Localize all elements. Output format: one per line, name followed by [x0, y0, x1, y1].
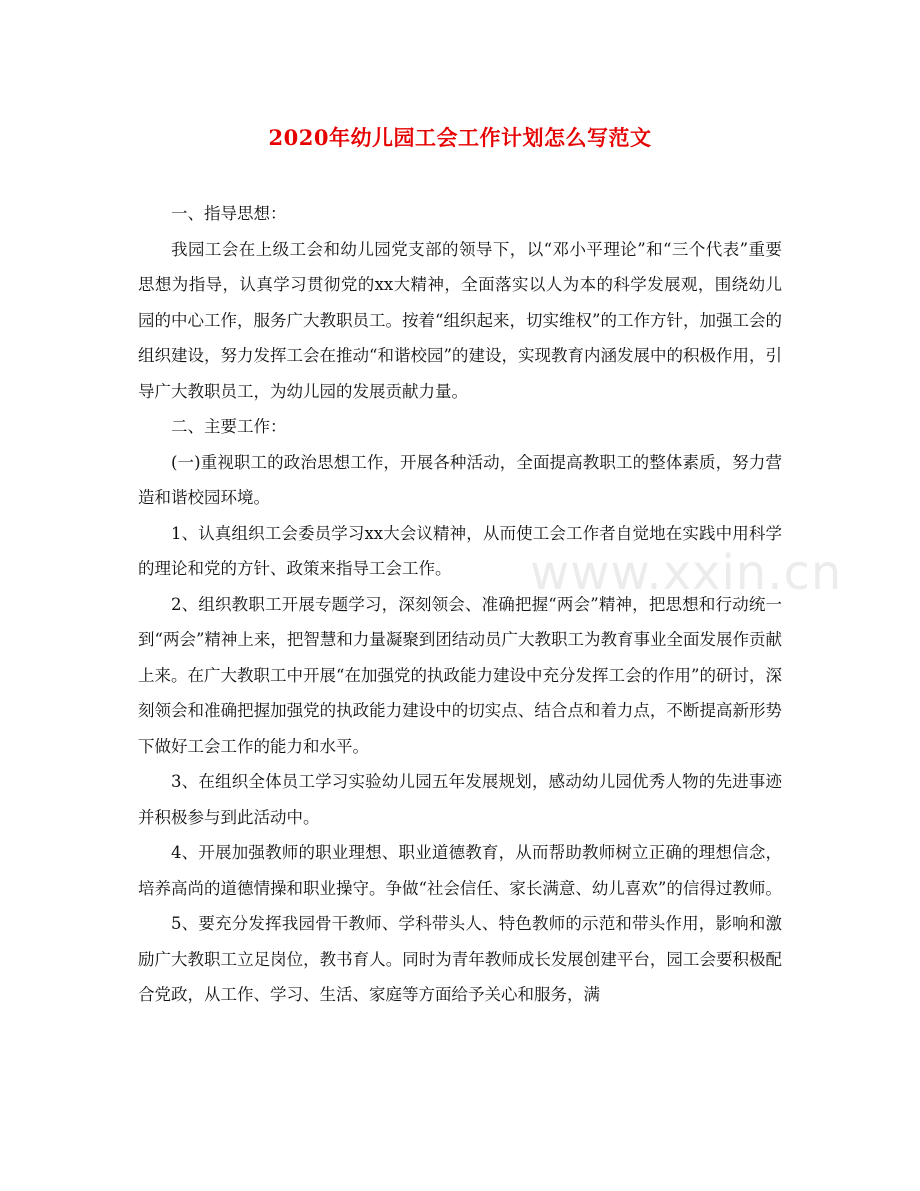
paragraph-subsection-one: (一)重视职工的政治思想工作，开展各种活动，全面提高教职工的整体素质，努力营造和谐校园环境。	[138, 452, 782, 507]
paragraph-item-5: 5、要充分发挥我园骨干教师、学科带头人、特色教师的示范和带头作用，影响和激励广大教职工立足岗位，教书育人。同时为青年教师成长发展创建平台，园工会要积极配合党政，从工作、学习、生活、家庭等方面给予关心和服务，满	[138, 914, 782, 1004]
paragraph-item-1: 1、认真组织工会委员学习xx大会议精神，从而使工会工作者自觉地在实践中用科学的理论和党的方针、政策来指导工会工作。	[138, 523, 782, 578]
paragraph-item-3: 3、在组织全体员工学习实验幼儿园五年发展规划，感动幼儿园优秀人物的先进事迹并积极参与到此活动中。	[138, 772, 782, 827]
section-heading-guiding-ideology: 一、指导思想：	[171, 204, 287, 223]
watermark: www.xxin.cn	[530, 545, 843, 601]
paragraph-guiding-ideology: 我园工会在上级工会和幼儿园党支部的领导下，以“邓小平理论”和“三个代表”重要思想为指导，认真学习贯彻党的xx大精神，全面落实以人为本的科学发展观，围绕幼儿园的中心工作，服务广大教职员工。按着“组织起来，切实维权”的工作方针，加强工会的组织建设，努力发挥工会在推动“和谐校园”的建设，实现教育内涵发展中的积极作用，引导广大教职员工，为幼儿园的发展贡献力量。	[138, 239, 782, 401]
document-body	[138, 196, 782, 1013]
document-title: 2020年幼儿园工会工作计划怎么写范文	[268, 125, 652, 150]
section-heading-main-work: 二、主要工作：	[171, 417, 287, 436]
paragraph-item-4: 4、开展加强教师的职业理想、职业道德教育，从而帮助教师树立正确的理想信念，培养高尚的道德情操和职业操守。争做“社会信任、家长满意、幼儿喜欢”的信得过教师。	[138, 843, 782, 898]
paragraph-item-2: 2、组织教职工开展专题学习，深刻领会、准确把握“两会”精神，把思想和行动统一到“两会”精神上来，把智慧和力量凝聚到团结动员广大教职工为教育事业全面发展作贡献上来。在广大教职工中开展“在加强党的执政能力建设中充分发挥工会的作用”的研讨，深刻领会和准确把握加强党的执政能力建设中的切实点、结合点和着力点，不断提高新形势下做好工会工作的能力和水平。	[138, 594, 782, 756]
